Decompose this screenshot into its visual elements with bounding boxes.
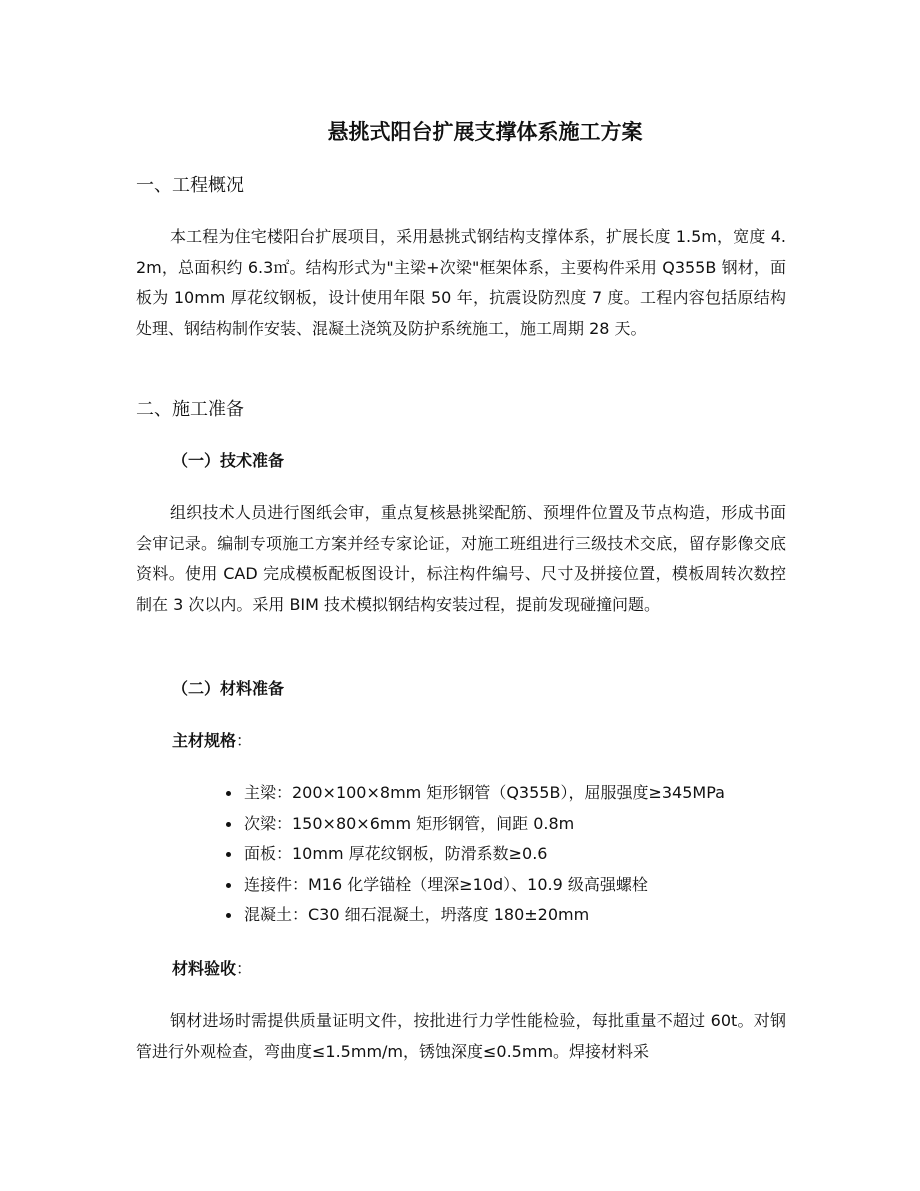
section-heading-preparation: 二、施工准备 [136, 399, 244, 420]
technical-paragraph: 组织技术人员进行图纸会审，重点复核悬挑梁配筋、预埋件位置及节点构造，形成书面会审记录。编制专项施工方案并经专家论证，对施工班组进行三级技术交底，留存影像交底资料。使用 CAD 完成模板配板图设计，标注构件编号、尺寸及拼接位置，模板周转次数控制在 3 次以内。采用 BIM 技术模拟钢结构安装过程，提前发现碰撞问题。 [136, 503, 786, 614]
subsection-heading-technical: （一）技术准备 [172, 451, 285, 470]
main-material-label [172, 728, 252, 754]
material-spec-list [226, 778, 725, 931]
list-item [226, 778, 725, 809]
list-item-text: 混凝土：C30 细石混凝土，坍落度 180±20mm [244, 905, 590, 924]
material-acceptance-label-colon: ： [236, 959, 253, 978]
bullet-icon [226, 913, 231, 918]
document-title: 悬挑式阳台扩展支撑体系施工方案 [327, 120, 643, 144]
main-material-label-text: 主材规格 [172, 731, 237, 750]
list-item-text: 次梁：150×80×6mm 矩形钢管，间距 0.8m [244, 813, 575, 833]
material-acceptance-label [172, 956, 252, 982]
list-item-text: 主梁：200×100×8mm 矩形钢管（Q355B），屈服强度≥345MPa [244, 783, 725, 802]
subsection-heading-materials: （二）材料准备 [172, 679, 285, 698]
overview-paragraph: 本工程为住宅楼阳台扩展项目，采用悬挑式钢结构支撑体系，扩展长度 1.5m，宽度 4.2m，总面积约 6.3㎡。结构形式为"主梁+次梁"框架体系，主要构件采用 Q355B 钢材，面板为 10mm 厚花纹钢板，设计使用年限 50 年，抗震设防烈度 7 度。工程内容包括原结构处理、钢结构制作安装、混凝土浇筑及防护系统施工，施工周期 28 天。 [136, 227, 786, 338]
main-material-label-colon: ： [236, 731, 253, 750]
list-item-text: 连接件：M16 化学锚栓（埋深≥10d）、10.9 级高强螺栓 [244, 874, 648, 894]
bullet-icon [226, 791, 231, 796]
list-item [226, 809, 725, 840]
bullet-icon [226, 883, 231, 888]
section-heading-overview: 一、工程概况 [136, 175, 244, 196]
list-item [226, 870, 725, 901]
material-acceptance-paragraph: 钢材进场时需提供质量证明文件，按批进行力学性能检验，每批重量不超过 60t。对钢管进行外观检查，弯曲度≤1.5mm/m，锈蚀深度≤0.5mm。焊接材料采 [136, 1011, 786, 1061]
list-item [226, 839, 725, 870]
list-item [226, 900, 725, 931]
material-acceptance-label-text: 材料验收 [172, 959, 237, 978]
bullet-icon [226, 852, 231, 857]
list-item-text: 面板：10mm 厚花纹钢板，防滑系数≥0.6 [244, 844, 548, 863]
bullet-icon [226, 822, 231, 827]
